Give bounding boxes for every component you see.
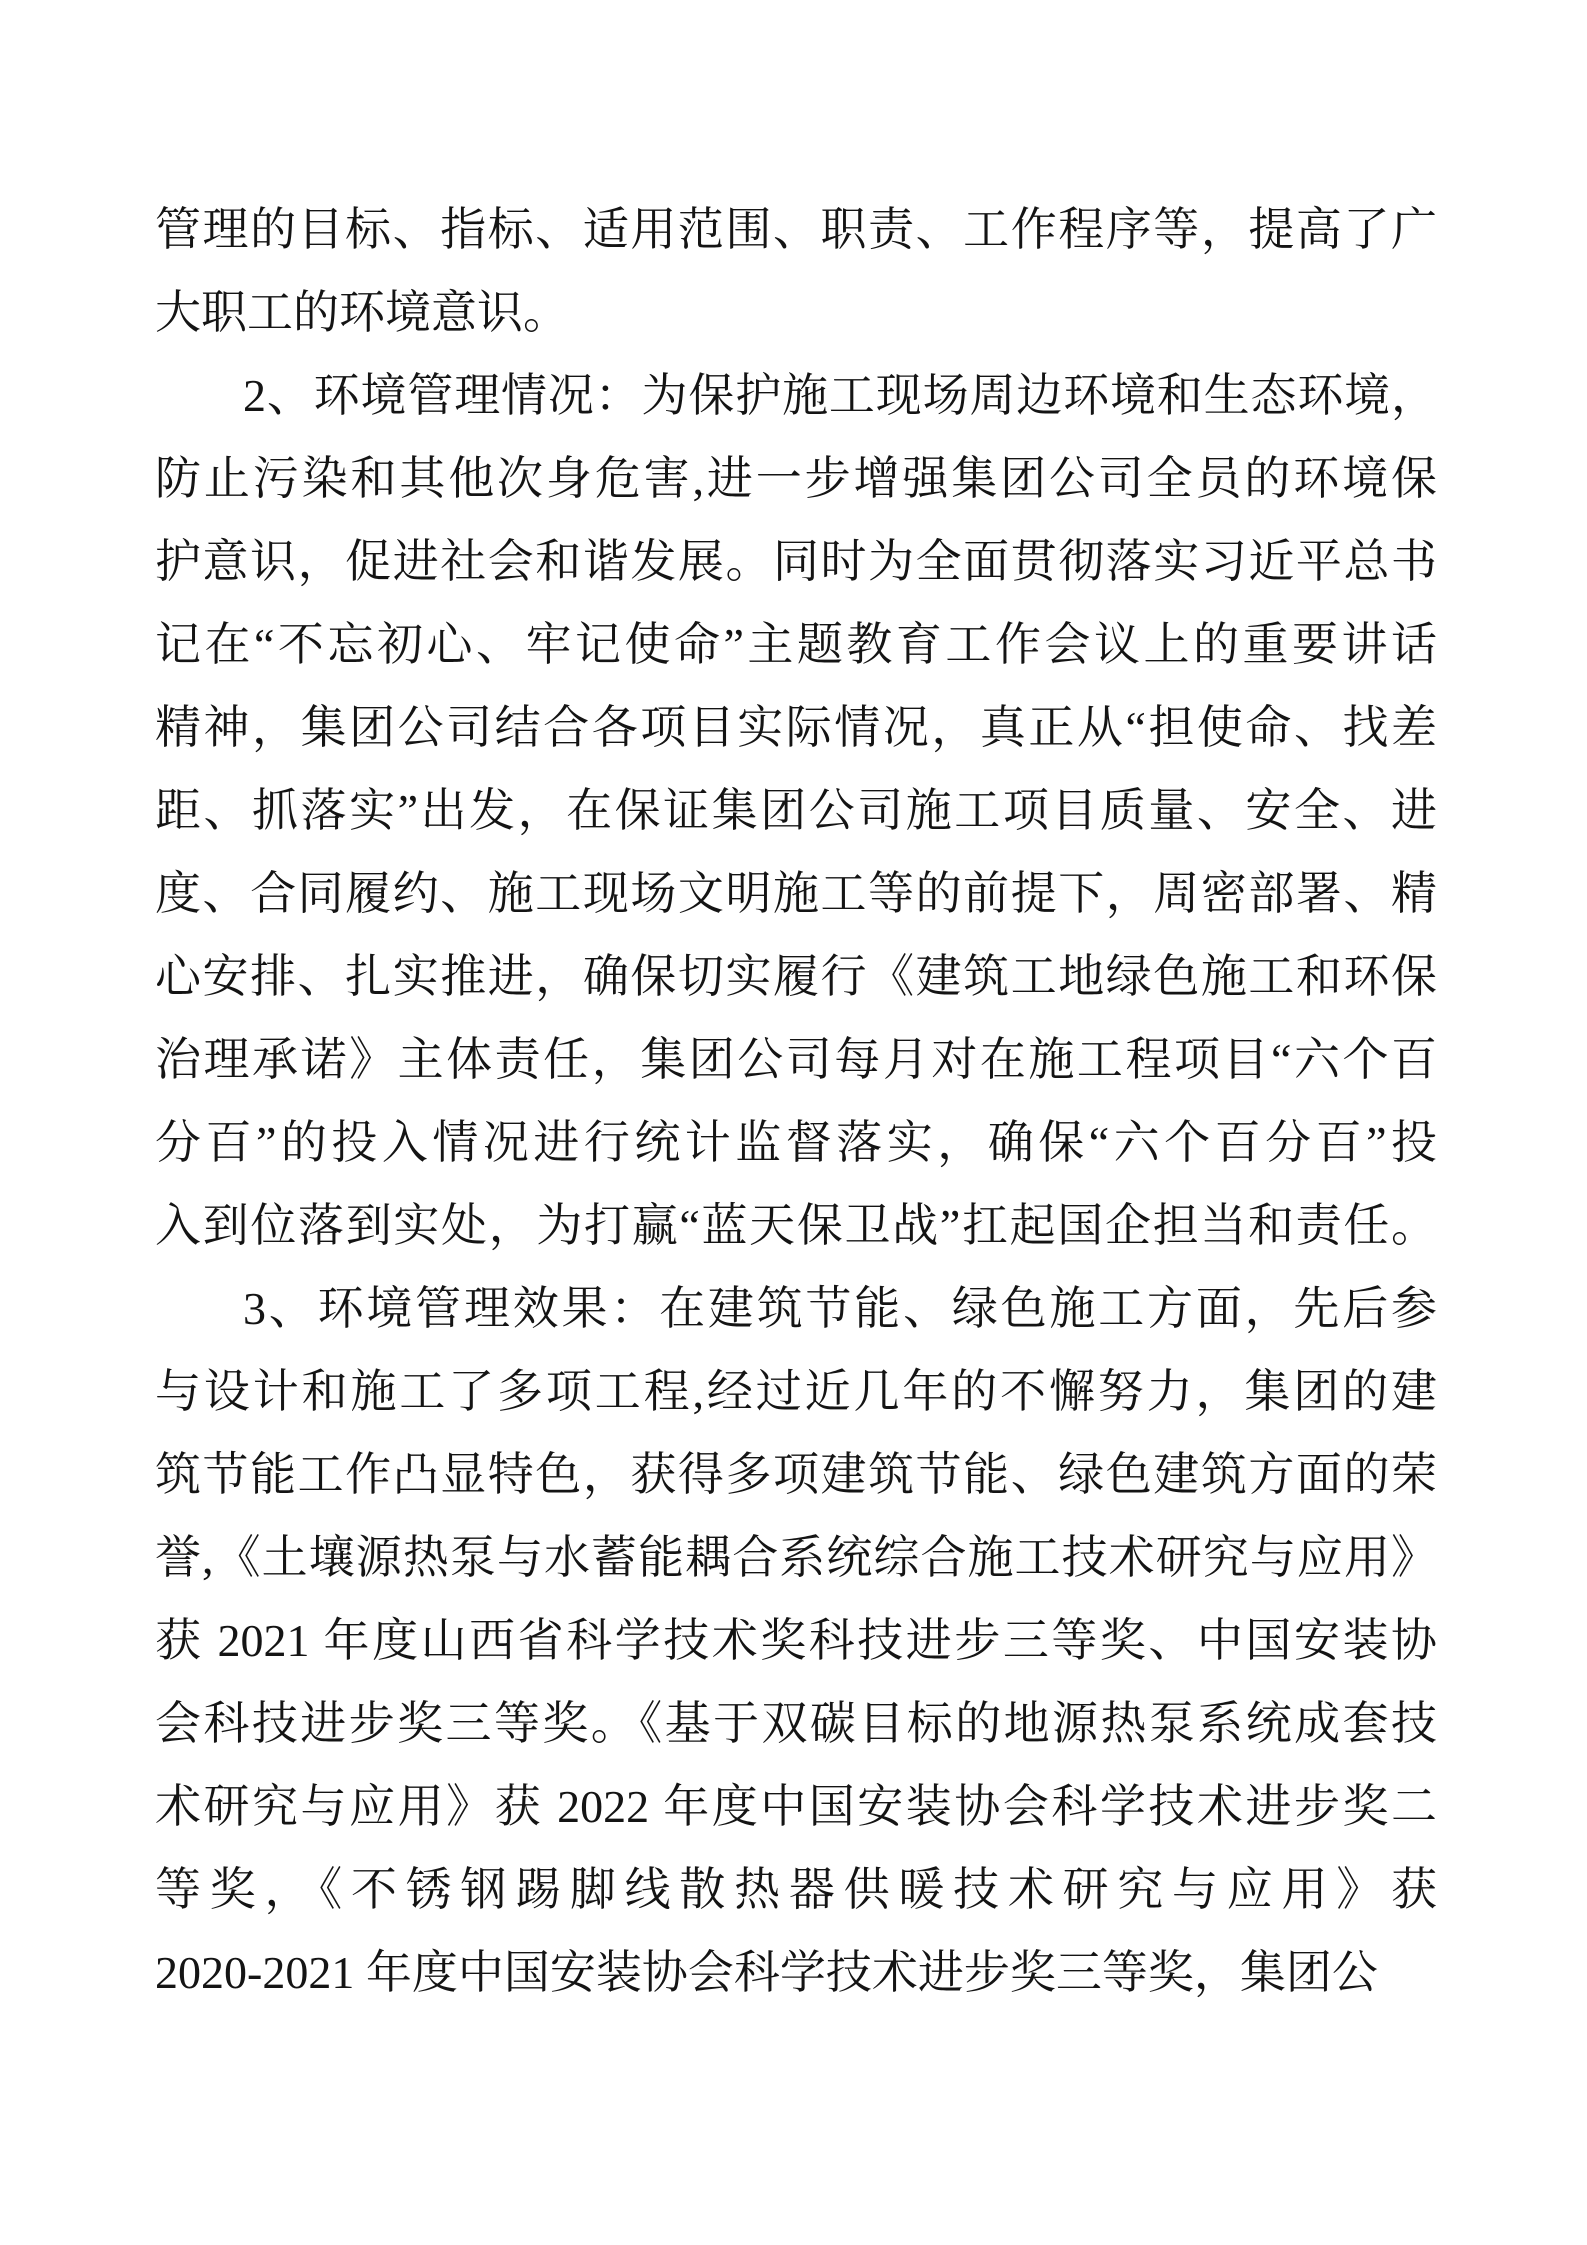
- text-line: 2、环境管理情况：为保护施工现场周边环境和生态环境，: [243, 370, 1437, 421]
- text-line: 筑节能工作凸显特色，获得多项建筑节能、绿色建筑方面的荣: [155, 1449, 1437, 1500]
- text-line: 分百”的投入情况进行统计监督落实，确保“六个百分百”投: [155, 1117, 1437, 1168]
- text-line: 获 2021 年度山西省科学技术奖科技进步三等奖、中国安装协: [155, 1615, 1437, 1666]
- text-line: 记在“不忘初心、牢记使命”主题教育工作会议上的重要讲话: [155, 619, 1437, 670]
- page-body-text: [155, 188, 1437, 2014]
- text-line: 与设计和施工了多项工程,经过近几年的不懈努力，集团的建: [155, 1366, 1437, 1417]
- text-line: 心安排、扎实推进，确保切实履行《建筑工地绿色施工和环保: [155, 951, 1437, 1002]
- text-line: 3、环境管理效果：在建筑节能、绿色施工方面，先后参: [243, 1283, 1437, 1334]
- text-line: 等奖，《不锈钢踢脚线散热器供暖技术研究与应用》获: [155, 1864, 1437, 1915]
- text-line: 入到位落到实处，为打赢“蓝天保卫战”扛起国企担当和责任。: [155, 1200, 1437, 1251]
- text-line: 度、合同履约、施工现场文明施工等的前提下，周密部署、精: [155, 868, 1437, 919]
- text-line: 距、抓落实”出发，在保证集团公司施工项目质量、安全、进: [155, 785, 1437, 836]
- text-line: 会科技进步奖三等奖。《基于双碳目标的地源热泵系统成套技: [155, 1698, 1437, 1749]
- text-line: 防止污染和其他次身危害,进一步增强集团公司全员的环境保: [155, 453, 1437, 504]
- text-line: 治理承诺》主体责任，集团公司每月对在施工程项目“六个百: [155, 1034, 1437, 1085]
- text-line: 2020-2021 年度中国安装协会科学技术进步奖三等奖，集团公: [155, 1947, 1378, 1998]
- text-line: 精神，集团公司结合各项目实际情况，真正从“担使命、找差: [155, 702, 1437, 753]
- text-line: 护意识，促进社会和谐发展。同时为全面贯彻落实习近平总书: [155, 536, 1437, 587]
- text-line: 誉,《土壤源热泵与水蓄能耦合系统综合施工技术研究与应用》: [155, 1532, 1437, 1583]
- text-line: 大职工的环境意识。: [155, 287, 569, 338]
- text-line: 术研究与应用》获 2022 年度中国安装协会科学技术进步奖二: [155, 1781, 1437, 1832]
- text-line: 管理的目标、指标、适用范围、职责、工作程序等，提高了广: [155, 204, 1437, 255]
